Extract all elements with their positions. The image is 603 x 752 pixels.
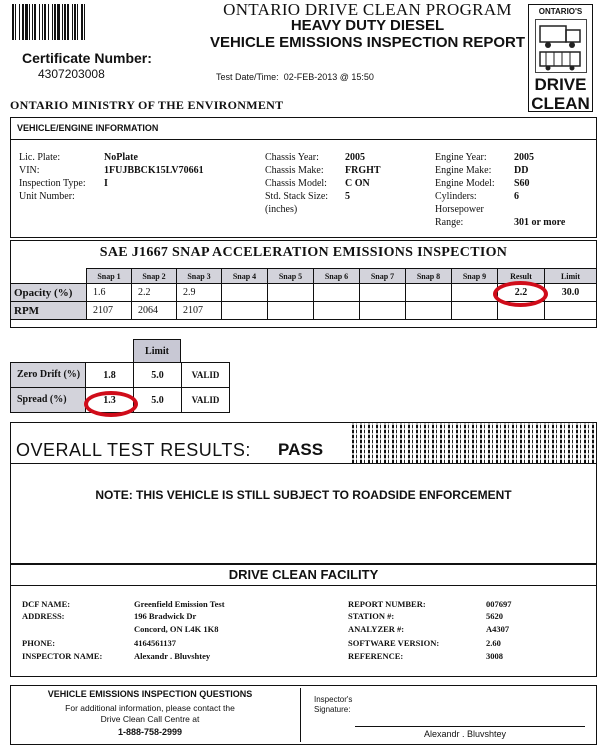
test-datetime-value: 02-FEB-2013 @ 15:50 bbox=[283, 72, 374, 82]
vin-value: 1FUJBBCK15LV70661 bbox=[104, 165, 204, 176]
stack-size-label: Std. Stack Size: bbox=[265, 191, 329, 202]
address-label: ADDRESS: bbox=[22, 611, 65, 621]
snap-corner-cell bbox=[11, 269, 87, 284]
overall-label: OVERALL TEST RESULTS: bbox=[16, 440, 251, 460]
range-label: Range: bbox=[435, 217, 464, 228]
address-line-2: Concord, ON L4K 1K8 bbox=[134, 624, 219, 634]
signature-name: Alexandr . Bluvshtey bbox=[424, 729, 507, 739]
opacity-cell bbox=[314, 284, 360, 302]
software-version-label: SOFTWARE VERSION: bbox=[348, 638, 440, 648]
snap-header: Snap 2 bbox=[132, 269, 177, 284]
spread-status: VALID bbox=[182, 388, 230, 413]
drive-clean-logo bbox=[528, 4, 593, 112]
engine-year-label: Engine Year: bbox=[435, 152, 487, 163]
opacity-result: 2.2 bbox=[498, 284, 545, 302]
reference-value: 3008 bbox=[486, 651, 503, 661]
report-subtitle-1: HEAVY DUTY DIESEL bbox=[290, 17, 445, 34]
logo-clean-text: CLEAN bbox=[531, 94, 590, 113]
rpm-label: RPM bbox=[11, 302, 87, 320]
questions-text bbox=[20, 703, 280, 725]
snap-header: Snap 4 bbox=[222, 269, 268, 284]
limit-header: Limit bbox=[545, 269, 597, 284]
snap-header: Snap 6 bbox=[314, 269, 360, 284]
opacity-cell bbox=[268, 284, 314, 302]
enforcement-note: NOTE: THIS VEHICLE IS STILL SUBJECT TO ROADSIDE ENFORCEMENT bbox=[95, 488, 512, 502]
spread-limit: 5.0 bbox=[134, 388, 182, 413]
lic-plate-value: NoPlate bbox=[104, 152, 138, 163]
chassis-make-label: Chassis Make: bbox=[265, 165, 324, 176]
unit-number-label: Unit Number: bbox=[19, 191, 75, 202]
questions-line-1: For additional information, please contact the bbox=[65, 703, 235, 713]
opacity-cell: 1.6 bbox=[87, 284, 132, 302]
reference-label: REFERENCE: bbox=[348, 651, 404, 661]
signature-line bbox=[355, 726, 585, 727]
result-header: Result bbox=[498, 269, 545, 284]
facility-title: DRIVE CLEAN FACILITY bbox=[228, 567, 379, 582]
engine-make-value: DD bbox=[514, 165, 529, 176]
zero-drift-limit: 5.0 bbox=[134, 363, 182, 388]
chassis-model-value: C ON bbox=[345, 178, 370, 189]
horsepower-label: Horsepower bbox=[435, 204, 484, 215]
cylinders-value: 6 bbox=[514, 191, 519, 202]
rpm-cell bbox=[545, 302, 597, 320]
chassis-model-label: Chassis Model: bbox=[265, 178, 327, 189]
certificate-label: Certificate Number: bbox=[22, 50, 152, 66]
opacity-cell bbox=[452, 284, 498, 302]
phone-label: PHONE: bbox=[22, 638, 56, 648]
snap-header: Snap 8 bbox=[406, 269, 452, 284]
barcode-bar bbox=[85, 4, 87, 40]
truck-icon bbox=[535, 19, 587, 73]
opacity-cell: 2.2 bbox=[132, 284, 177, 302]
engine-model-value: S60 bbox=[514, 178, 530, 189]
snap-header: Snap 5 bbox=[268, 269, 314, 284]
snap-title: SAE J1667 SNAP ACCELERATION EMISSIONS INSPECTION bbox=[99, 245, 508, 260]
inspector-name-label: INSPECTOR NAME: bbox=[22, 651, 103, 661]
rpm-cell bbox=[360, 302, 406, 320]
inspector-name-value: Alexandr . Bluvshtey bbox=[134, 651, 211, 661]
test-datetime bbox=[216, 72, 374, 82]
analyzer-label: ANALYZER #: bbox=[348, 624, 405, 634]
inspection-type-value: I bbox=[104, 178, 108, 189]
rpm-cell bbox=[268, 302, 314, 320]
program-title: ONTARIO DRIVE CLEAN PROGRAM bbox=[223, 0, 512, 19]
opacity-cell: 2.9 bbox=[177, 284, 222, 302]
report-number-label: REPORT NUMBER: bbox=[348, 599, 426, 609]
questions-title: VEHICLE EMISSIONS INSPECTION QUESTIONS bbox=[47, 689, 253, 699]
opacity-label: Opacity (%) bbox=[11, 284, 87, 302]
opacity-limit: 30.0 bbox=[545, 284, 597, 302]
certificate-number: 4307203008 bbox=[38, 67, 105, 81]
analyzer-value: A4307 bbox=[486, 624, 510, 634]
inspection-type-label: Inspection Type: bbox=[19, 178, 86, 189]
rpm-cell: 2107 bbox=[87, 302, 132, 320]
opacity-cell bbox=[360, 284, 406, 302]
software-version-value: 2.60 bbox=[486, 638, 501, 648]
opacity-cell bbox=[222, 284, 268, 302]
signature-label: Inspector's Signature: bbox=[314, 695, 353, 714]
questions-line-2: Drive Clean Call Centre at bbox=[100, 714, 200, 724]
facility-divider bbox=[10, 585, 597, 586]
rpm-cell bbox=[406, 302, 452, 320]
address-line-1: 196 Bradwick Dr bbox=[134, 611, 197, 621]
2d-barcode bbox=[352, 423, 596, 463]
dcf-name-label: DCF NAME: bbox=[22, 599, 71, 609]
result-highlight-oval bbox=[493, 281, 548, 307]
rpm-cell: 2107 bbox=[177, 302, 222, 320]
phone-value: 4164561137 bbox=[134, 638, 177, 648]
overall-result: PASS bbox=[278, 440, 324, 459]
chassis-make-value: FRGHT bbox=[345, 165, 381, 176]
station-label: STATION #: bbox=[348, 611, 395, 621]
lic-plate-label: Lic. Plate: bbox=[19, 152, 61, 163]
rpm-cell bbox=[314, 302, 360, 320]
call-centre-phone: 1-888-758-2999 bbox=[117, 727, 183, 737]
vehicle-info-section bbox=[10, 117, 597, 238]
range-value: 301 or more bbox=[514, 217, 566, 228]
rpm-cell bbox=[452, 302, 498, 320]
dcf-name-value: Greenfield Emission Test bbox=[134, 599, 225, 609]
vehicle-info-title: VEHICLE/ENGINE INFORMATION bbox=[11, 118, 596, 140]
stack-size-value: 5 bbox=[345, 191, 350, 202]
report-number-value: 007697 bbox=[486, 599, 512, 609]
engine-make-label: Engine Make: bbox=[435, 165, 492, 176]
ministry-heading: ONTARIO MINISTRY OF THE ENVIRONMENT bbox=[10, 98, 284, 112]
rpm-cell bbox=[222, 302, 268, 320]
opacity-cell bbox=[406, 284, 452, 302]
zero-drift-row bbox=[11, 363, 230, 388]
spread-value: 1.3 bbox=[86, 388, 134, 413]
spread-highlight-oval bbox=[84, 391, 138, 417]
zero-drift-label: Zero Drift (%) bbox=[11, 363, 86, 388]
vin-label: VIN: bbox=[19, 165, 40, 176]
snap-header: Snap 7 bbox=[360, 269, 406, 284]
zero-drift-value: 1.8 bbox=[86, 363, 134, 388]
snap-header: Snap 9 bbox=[452, 269, 498, 284]
logo-top-text: ONTARIO'S bbox=[538, 7, 583, 16]
drift-limit-header: Limit bbox=[133, 339, 181, 363]
chassis-year-value: 2005 bbox=[345, 152, 365, 163]
zero-drift-status: VALID bbox=[182, 363, 230, 388]
engine-model-label: Engine Model: bbox=[435, 178, 495, 189]
station-value: 5620 bbox=[486, 611, 503, 621]
test-datetime-label: Test Date/Time: bbox=[216, 72, 279, 82]
barcode bbox=[12, 4, 162, 40]
chassis-year-label: Chassis Year: bbox=[265, 152, 319, 163]
spread-label: Spread (%) bbox=[11, 388, 86, 413]
rpm-cell: 2064 bbox=[132, 302, 177, 320]
cylinders-label: Cylinders: bbox=[435, 191, 477, 202]
logo-drive-text: DRIVE bbox=[534, 75, 587, 94]
snap-header: Snap 1 bbox=[87, 269, 132, 284]
report-subtitle-2: VEHICLE EMISSIONS INSPECTION REPORT bbox=[209, 34, 526, 51]
snap-header: Snap 3 bbox=[177, 269, 222, 284]
engine-year-value: 2005 bbox=[514, 152, 534, 163]
stack-size-unit: (inches) bbox=[265, 204, 298, 215]
